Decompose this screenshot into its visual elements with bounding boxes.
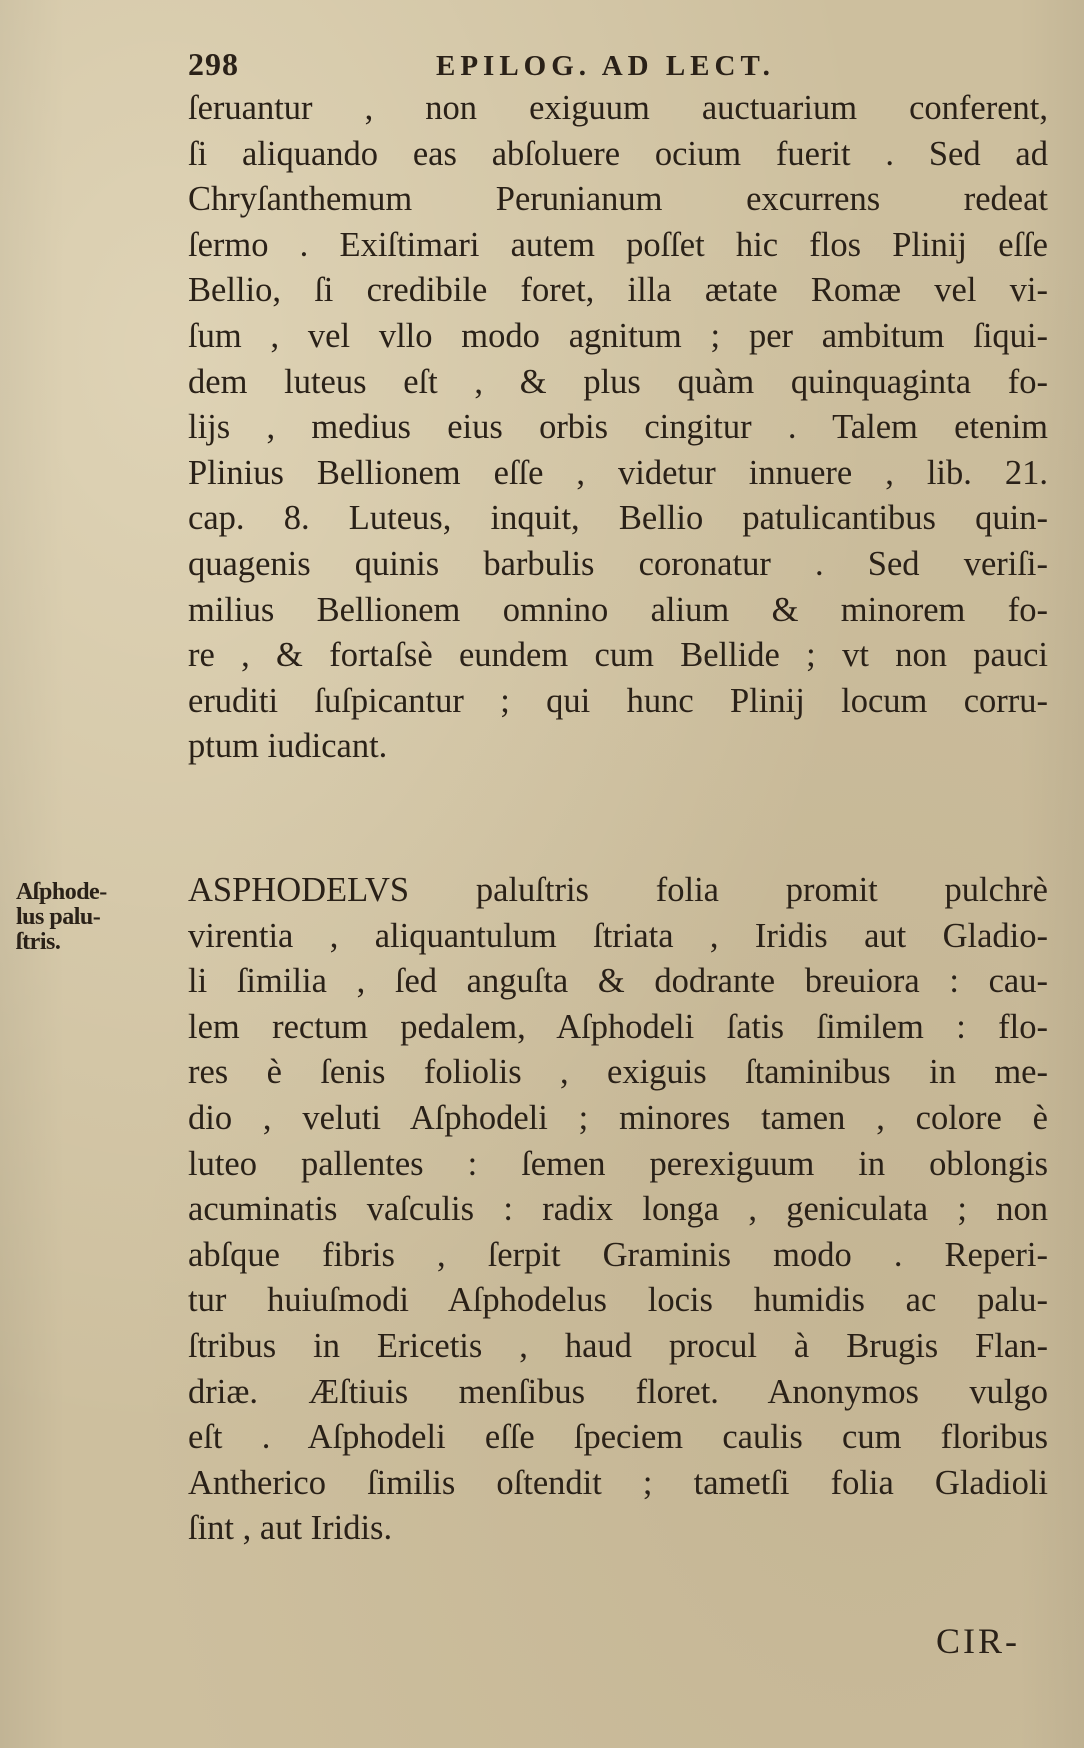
text-line: lem rectum pedalem, Aſphodeli ſatis ſimilem : flo- xyxy=(188,1007,1048,1046)
margin-note-asphodelus xyxy=(16,880,166,955)
running-title: EPILOG. AD LECT. xyxy=(436,50,775,82)
text-line: res è ſenis foliolis , exiguis ſtaminibus in me- xyxy=(188,1053,1048,1092)
text-line: dem luteus eſt , & plus quàm quinquaginta fo- xyxy=(188,362,1048,401)
text-line: lijs , medius eius orbis cingitur . Talem etenim xyxy=(188,408,1048,447)
text-line: Bellio, ſi credibile foret, illa ætate Romæ vel vi- xyxy=(188,271,1048,310)
text-line: ſtribus in Ericetis , haud procul à Brugis Flan- xyxy=(188,1326,1048,1365)
text-line: li ſimilia , ſed anguſta & dodrante breuiora : cau- xyxy=(188,962,1048,1001)
text-line: driæ. Æſtiuis menſibus floret. Anonymos vulgo xyxy=(188,1372,1048,1411)
margin-note-line: lus palu- xyxy=(16,904,101,930)
text-line: milius Bellionem omnino alium & minorem fo- xyxy=(188,590,1048,629)
margin-note-line: Aſphode- xyxy=(16,879,107,905)
text-line: ſum , vel vllo modo agnitum ; per ambitum ſiqui- xyxy=(188,316,1048,355)
text-line: eſt . Aſphodeli eſſe ſpeciem caulis cum floribus xyxy=(188,1418,1048,1457)
page-number: 298 xyxy=(188,46,239,82)
text-line: luteo pallentes : ſemen perexiguum in oblongis xyxy=(188,1144,1048,1183)
text-line: eruditi ſuſpicantur ; qui hunc Plinij locum corru- xyxy=(188,681,1048,720)
text-line: Chryſanthemum Perunianum excurrens redeat xyxy=(188,180,1048,219)
text-line: ASPHODELVS paluſtris folia promit pulchrè xyxy=(188,871,1048,909)
paragraph-asphodelus xyxy=(188,868,1048,1552)
running-head xyxy=(188,46,1048,86)
margin-note-line: ſtris. xyxy=(16,929,61,955)
text-line: tur huiuſmodi Aſphodelus locis humidis ac palu- xyxy=(188,1281,1048,1320)
text-line: ptum iudicant. xyxy=(188,727,388,766)
text-line: ſeruantur , non exiguum auctuarium conferent, xyxy=(188,89,1048,127)
paragraph-chrysanthemum xyxy=(188,86,1048,770)
text-line: ſint , aut Iridis. xyxy=(188,1509,393,1548)
text-line: dio , veluti Aſphodeli ; minores tamen , colore è xyxy=(188,1098,1048,1137)
text-line: ſermo . Exiſtimari autem poſſet hic flos Plinij eſſe xyxy=(188,225,1048,264)
text-line: quagenis quinis barbulis coronatur . Sed veriſi- xyxy=(188,544,1048,583)
text-line: re , & fortaſsè eundem cum Bellide ; vt non pauci xyxy=(188,636,1048,675)
text-line: acuminatis vaſculis : radix longa , geniculata ; non xyxy=(188,1190,1048,1229)
text-line: cap. 8. Luteus, inquit, Bellio patulicantibus quin- xyxy=(188,499,1048,538)
text-line: Antherico ſimilis oſtendit ; tametſi folia Gladioli xyxy=(188,1463,1048,1502)
text-line: abſque fibris , ſerpit Graminis modo . Reperi- xyxy=(188,1235,1048,1274)
catchword: CIR- xyxy=(936,1621,1020,1661)
text-line: ſi aliquando eas abſoluere ocium fuerit . Sed ad xyxy=(188,134,1048,173)
text-line: Plinius Bellionem eſſe , videtur innuere , lib. 21. xyxy=(188,453,1048,492)
text-line: virentia , aliquantulum ſtriata , Iridis aut Gladio- xyxy=(188,916,1048,955)
